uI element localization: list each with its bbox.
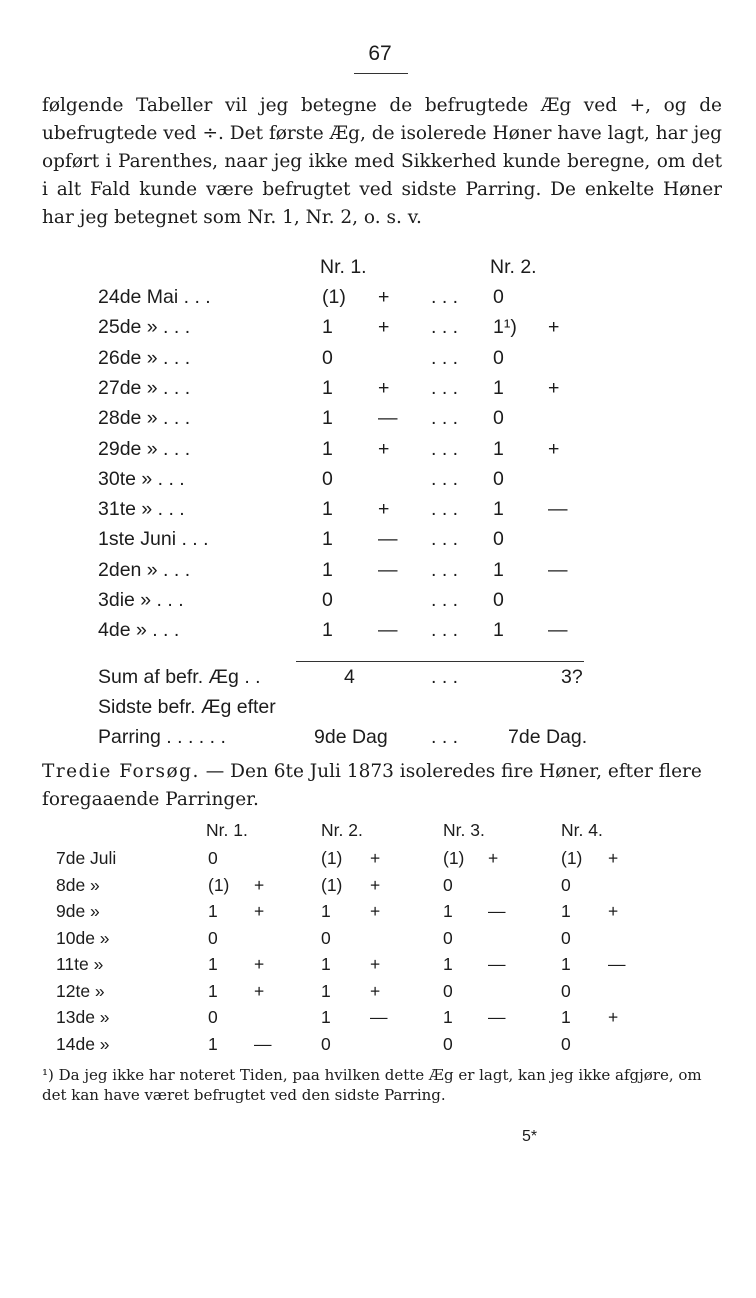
table2-row-nr3-mark: — [488, 954, 506, 974]
table2-row-nr4-mark: + [608, 901, 619, 921]
table2-row-nr1-mark: + [254, 954, 265, 974]
table1-row-dots: . . . [431, 286, 459, 308]
table2-row-nr4-count: 0 [561, 1034, 571, 1054]
table1-last-label-1: Sidste befr. Æg efter [98, 696, 276, 718]
footnote [42, 1065, 722, 1105]
table1-row-nr1-count: 0 [322, 468, 333, 490]
table2-row-date: 7de Juli [56, 848, 117, 868]
table1-row-nr1-mark: + [378, 438, 390, 460]
table2-row-date: 10de » [56, 928, 110, 948]
table2-row-nr4-count: 0 [561, 875, 571, 895]
table1-row-nr1-count: 0 [322, 589, 333, 611]
table2-row-nr2-mark: + [370, 848, 381, 868]
table1-row-date: 31te » . . . [98, 498, 185, 520]
table2-row-nr2-count: (1) [321, 848, 343, 868]
table1-row-nr2-count: 1 [493, 498, 504, 520]
table1-row-dots: . . . [431, 407, 459, 429]
table2-row-nr2-mark: + [370, 954, 381, 974]
table1-row-date: 30te » . . . [98, 468, 185, 490]
table1-row-nr1-mark: + [378, 286, 390, 308]
third-experiment-text: — Den 6te Juli 1873 isoleredes fire Høner, efter flere foregaaende Parringer. [42, 761, 702, 810]
table1-row-nr2-count: 0 [493, 589, 504, 611]
third-experiment-title: Tredie Forsøg. [42, 761, 200, 782]
table1-row-nr2-mark: — [548, 619, 568, 641]
table1-row-nr1-count: 1 [322, 528, 333, 550]
table1-row-nr2-count: 1 [493, 559, 504, 581]
table1-last-nr2: 7de Dag. [508, 726, 588, 748]
table2-row-date: 8de » [56, 875, 100, 895]
table1-last-nr1: 9de Dag [314, 726, 388, 748]
table2-header-nr3: Nr. 3. [443, 820, 485, 840]
table1-last-label-2: Parring . . . . . . [98, 726, 226, 748]
table1-row-dots: . . . [431, 468, 459, 490]
table2-row-nr3-mark: + [488, 848, 499, 868]
table1-row-nr2-count: 1¹) [493, 316, 517, 338]
table1-row-nr1-count: 1 [322, 498, 333, 520]
table1-row-nr2-mark: + [548, 316, 560, 338]
table2-row-nr2-mark: — [370, 1007, 388, 1027]
table1-row-nr1-count: 1 [322, 377, 333, 399]
table1-row-date: 4de » . . . [98, 619, 180, 641]
table2-row-nr4-mark: — [608, 954, 626, 974]
table1-row-nr1-mark: + [378, 377, 390, 399]
table2-row-nr3-count: 0 [443, 1034, 453, 1054]
table1-sum-rule [296, 661, 584, 662]
table2-row-nr3-count: (1) [443, 848, 465, 868]
table2-row-nr1-count: (1) [208, 875, 230, 895]
table1-row-nr2-mark: + [548, 438, 560, 460]
page-number-underline [354, 73, 408, 74]
table2-row-nr2-mark: + [370, 901, 381, 921]
table2-row-nr4-count: 1 [561, 1007, 571, 1027]
table2-row-nr1-count: 1 [208, 1034, 218, 1054]
table2-row-nr2-count: (1) [321, 875, 343, 895]
table2-row-nr3-mark: — [488, 1007, 506, 1027]
table1-header-nr1: Nr. 1. [320, 256, 367, 278]
table1-row-dots: . . . [431, 347, 459, 369]
table1-row-nr1-mark: + [378, 316, 390, 338]
table1-row-nr1-count: 1 [322, 407, 333, 429]
table1-row-dots: . . . [431, 559, 459, 581]
table2-header-nr4: Nr. 4. [561, 820, 603, 840]
table1-sum-label: Sum af befr. Æg . . [98, 666, 261, 688]
table2-row-nr2-count: 1 [321, 981, 331, 1001]
table2-row-nr2-count: 1 [321, 901, 331, 921]
table2-row-nr2-count: 0 [321, 1034, 331, 1054]
table1-row-dots: . . . [431, 589, 459, 611]
table2-row-nr4-count: 1 [561, 901, 571, 921]
table1-row-nr1-mark: — [378, 559, 398, 581]
table2-row-nr3-count: 1 [443, 954, 453, 974]
table1-row-nr2-count: 0 [493, 407, 504, 429]
table2-row-nr4-count: 0 [561, 981, 571, 1001]
table2-row-nr1-count: 0 [208, 1007, 218, 1027]
table2-row-nr2-count: 1 [321, 954, 331, 974]
table1-row-nr1-count: 0 [322, 347, 333, 369]
table2-row-nr4-count: 1 [561, 954, 571, 974]
footnote-text: Da jeg ikke har noteret Tiden, paa hvilken dette Æg er lagt, kan jeg ikke afgjøre, om det kan have været befrugtet ved den sidste Parring. [42, 1066, 702, 1104]
table1-row-date: 27de » . . . [98, 377, 191, 399]
table2-row-nr4-mark: + [608, 1007, 619, 1027]
table1-row-date: 2den » . . . [98, 559, 191, 581]
table2-row-nr3-count: 1 [443, 1007, 453, 1027]
table1-row-dots: . . . [431, 528, 459, 550]
table1-last-dots: . . . [431, 726, 459, 748]
table1-row-date: 25de » . . . [98, 316, 191, 338]
table1-row-dots: . . . [431, 438, 459, 460]
table1-row-nr2-count: 1 [493, 438, 504, 460]
table1-row-nr2-count: 0 [493, 528, 504, 550]
page-number: 67 [368, 42, 392, 65]
table1-row-nr1-mark: — [378, 619, 398, 641]
table1-row-nr1-count: 1 [322, 316, 333, 338]
table1-row-nr1-mark: — [378, 528, 398, 550]
table2-row-date: 14de » [56, 1034, 110, 1054]
table2-row-nr2-mark: + [370, 981, 381, 1001]
table1-row-date: 29de » . . . [98, 438, 191, 460]
table2-row-nr1-count: 0 [208, 928, 218, 948]
table2-row-nr4-mark: + [608, 848, 619, 868]
table2-row-date: 12te » [56, 981, 105, 1001]
table2-row-nr1-count: 1 [208, 954, 218, 974]
table1-row-date: 26de » . . . [98, 347, 191, 369]
table1-row-date: 1ste Juni . . . [98, 528, 209, 550]
third-experiment-paragraph [42, 758, 722, 814]
table1-row-dots: . . . [431, 619, 459, 641]
table2-row-date: 11te » [56, 954, 104, 974]
table1-row-dots: . . . [431, 316, 459, 338]
table2-row-nr1-mark: + [254, 981, 265, 1001]
table2-row-nr2-count: 1 [321, 1007, 331, 1027]
table1-header-nr2: Nr. 2. [490, 256, 537, 278]
table1-sum-dots: . . . [431, 666, 459, 688]
table2-row-nr1-mark: + [254, 875, 265, 895]
table2-row-nr2-mark: + [370, 875, 381, 895]
table2-row-nr3-count: 0 [443, 875, 453, 895]
table1-row-dots: . . . [431, 498, 459, 520]
table1-row-nr1-mark: + [378, 498, 390, 520]
table1-row-nr2-mark: — [548, 498, 568, 520]
table1-row-date: 24de Mai . . . [98, 286, 211, 308]
footnote-marker: ¹) [42, 1066, 54, 1084]
table2-row-nr1-count: 1 [208, 901, 218, 921]
table2-row-nr1-count: 1 [208, 981, 218, 1001]
table2-row-nr3-count: 0 [443, 981, 453, 1001]
table2-row-nr1-mark: + [254, 901, 265, 921]
table2-row-nr1-mark: — [254, 1034, 272, 1054]
table2-row-nr3-count: 0 [443, 928, 453, 948]
table1-row-nr2-count: 1 [493, 377, 504, 399]
table1-row-dots: . . . [431, 377, 459, 399]
table2-row-nr4-count: (1) [561, 848, 583, 868]
table1-row-nr1-count: (1) [322, 286, 346, 308]
table2-header-nr2: Nr. 2. [321, 820, 363, 840]
table1-row-nr2-mark: + [548, 377, 560, 399]
table1-sum-nr1: 4 [344, 666, 355, 688]
table1-row-nr1-mark: — [378, 407, 398, 429]
signature-mark: 5* [522, 1128, 538, 1145]
table1-row-nr1-count: 1 [322, 438, 333, 460]
table2-row-nr3-mark: — [488, 901, 506, 921]
table1-row-nr1-count: 1 [322, 559, 333, 581]
table1-row-nr2-count: 1 [493, 619, 504, 641]
table1-row-nr2-mark: — [548, 559, 568, 581]
table2-row-nr1-count: 0 [208, 848, 218, 868]
table1-sum-nr2: 3? [561, 666, 583, 688]
table1-row-date: 3die » . . . [98, 589, 184, 611]
table1-row-nr2-count: 0 [493, 468, 504, 490]
table2-row-date: 13de » [56, 1007, 110, 1027]
table2-row-date: 9de » [56, 901, 100, 921]
table2-row-nr2-count: 0 [321, 928, 331, 948]
table2-row-nr3-count: 1 [443, 901, 453, 921]
table1-row-date: 28de » . . . [98, 407, 191, 429]
table2-row-nr4-count: 0 [561, 928, 571, 948]
table2-header-nr1: Nr. 1. [206, 820, 248, 840]
table1-row-nr2-count: 0 [493, 286, 504, 308]
table1-row-nr1-count: 1 [322, 619, 333, 641]
intro-paragraph: følgende Tabeller vil jeg betegne de befrugtede Æg ved +, og de ubefrugtede ved ÷. Det første Æg, de isolerede Høner have lagt, har jeg opført i Parenthes, naar jeg ikke med Sikkerhed kunde beregne, om det i alt Fald kunde være befrugtet ved sidste Parring. De enkelte Høner har jeg betegnet som Nr. 1, Nr. 2, o. s. v. [42, 95, 722, 228]
table1-row-nr2-count: 0 [493, 347, 504, 369]
